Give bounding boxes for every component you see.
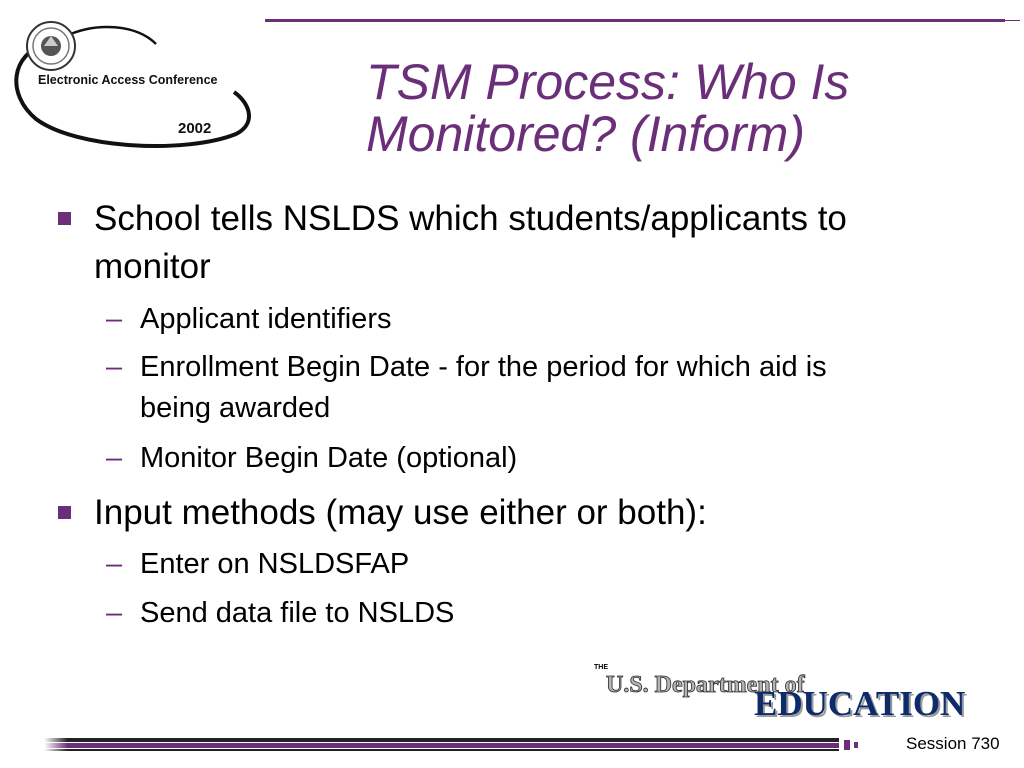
sub-bullet-text-line2: being awarded <box>140 392 331 424</box>
sub-bullet-item <box>106 299 960 340</box>
sub-bullet-text: Applicant identifiers <box>140 303 392 335</box>
ed-logo-education: EDUCATION <box>754 684 966 723</box>
sub-bullet-text-line1: Enrollment Begin Date - for the period for which aid is <box>140 351 827 383</box>
ed-logo-the: THE <box>594 664 608 671</box>
dash-bullet-icon: – <box>106 597 123 629</box>
conference-year: 2002 <box>178 120 212 137</box>
slide-title-line1: TSM Process: Who Is <box>366 54 850 110</box>
dash-bullet-icon: – <box>106 351 123 383</box>
dash-bullet-icon: – <box>106 442 123 474</box>
sub-bullet-item <box>106 347 960 429</box>
bottom-divider <box>44 730 864 760</box>
bullet-item <box>94 489 974 537</box>
sub-bullet-item <box>106 544 960 585</box>
bullet-text: Input methods (may use either or both): <box>94 493 707 532</box>
sub-bullet-text: Send data file to NSLDS <box>140 597 455 629</box>
bullet-text-line1: School tells NSLDS which students/applicants to <box>94 199 847 238</box>
session-number: Session 730 <box>906 734 1000 753</box>
sub-bullet-text: Enter on NSLDSFAP <box>140 548 410 580</box>
square-bullet-icon <box>58 506 71 519</box>
sub-bullet-item <box>106 438 960 479</box>
sub-bullet-item <box>106 593 960 634</box>
square-bullet-icon <box>58 212 71 225</box>
conference-name: Electronic Access Conference <box>38 73 218 87</box>
sub-bullet-text: Monitor Begin Date (optional) <box>140 442 518 474</box>
dash-bullet-icon: – <box>106 303 123 335</box>
dash-bullet-icon: – <box>106 548 123 580</box>
slide-title-line2: Monitored? (Inform) <box>366 106 806 162</box>
ed-logo-department: U.S. Department of <box>606 672 805 698</box>
bullet-text-line2: monitor <box>94 247 211 286</box>
bullet-item <box>94 195 974 291</box>
department-of-education-logo <box>594 662 994 724</box>
